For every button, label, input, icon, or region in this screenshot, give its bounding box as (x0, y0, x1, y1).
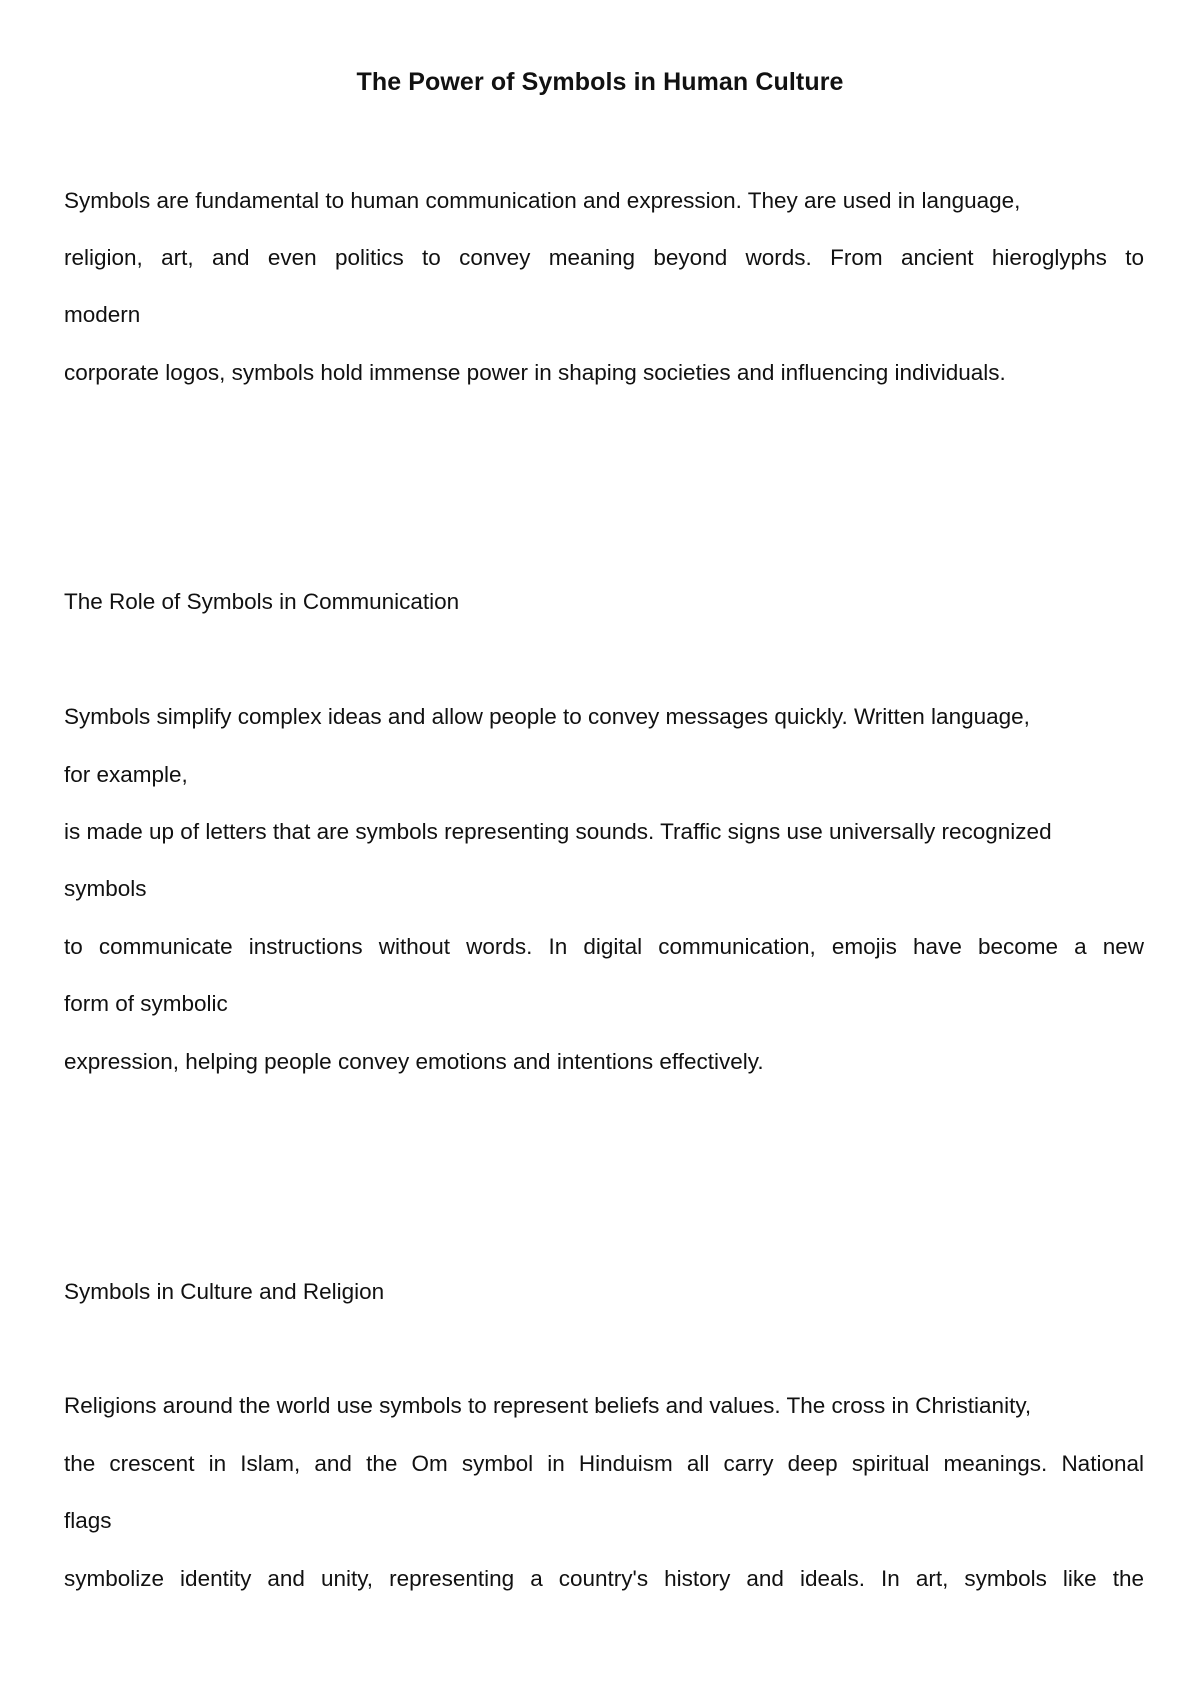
intro-line-1: Symbols are fundamental to human communication and expression. They are used in language, (64, 188, 1021, 213)
communication-line-1: Symbols simplify complex ideas and allow people to convey messages quickly. Written language, (64, 704, 1030, 729)
culture-line-1: Religions around the world use symbols to represent beliefs and values. The cross in Christianity, (64, 1393, 1032, 1418)
communication-line-4: symbols (64, 876, 147, 901)
communication-line-7: expression, helping people convey emotions and intentions effectively. (64, 1049, 764, 1074)
intro-line-3: modern (64, 302, 141, 327)
intro-line-2: religion, art, and even politics to convey meaning beyond words. From ancient hieroglyphs to (64, 245, 1144, 270)
section-heading-communication: The Role of Symbols in Communication (64, 589, 460, 614)
culture-line-4: symbolize identity and unity, representing a country's history and ideals. In art, symbols like the (64, 1566, 1144, 1591)
culture-line-3: flags (64, 1508, 112, 1533)
communication-line-6: form of symbolic (64, 991, 228, 1016)
communication-line-5: to communicate instructions without words. In digital communication, emojis have become a new (64, 934, 1144, 959)
section-heading-culture: Symbols in Culture and Religion (64, 1279, 385, 1304)
communication-line-2: for example, (64, 762, 188, 787)
communication-line-3: is made up of letters that are symbols representing sounds. Traffic signs use universally recognized (64, 819, 1052, 844)
document-title: The Power of Symbols in Human Culture (356, 68, 844, 96)
culture-line-2: the crescent in Islam, and the Om symbol in Hinduism all carry deep spiritual meanings. National (64, 1451, 1144, 1476)
intro-line-4: corporate logos, symbols hold immense power in shaping societies and influencing individuals. (64, 360, 1006, 385)
